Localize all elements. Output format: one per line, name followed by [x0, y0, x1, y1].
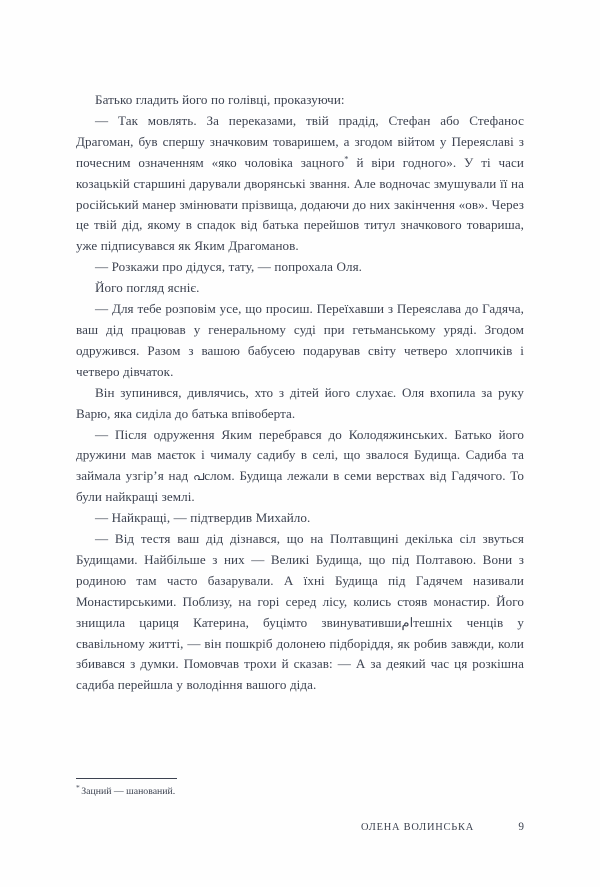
footnote-separator-rule	[76, 778, 177, 779]
paragraph: — Розкажи про дідуся, тату, — попрохала Оля.	[95, 259, 362, 275]
paragraph: — Найкращі, — підтвердив Михайло.	[95, 510, 311, 526]
paragraph: Його погляд ясніє.	[95, 280, 200, 296]
footnote-text: Зацний — шанований.	[81, 786, 176, 798]
paragraph: — Для тебе розповім усе, що просиш. Переїхавши з Переяслава до Гадяча, ваш дід працював у генеральному суді при гетьманському уряді. Згодом одружився. Разом з вашою бабусею подарував світу четверо хлопчиків і четверо дівчаток.	[76, 301, 524, 379]
paragraph-text-before-footnote: — Так мовлять. За переказами, твій прадід, Стефан або Стефанос Драгоман, був спершу значковим товаришем, а згодом війтом у Переяславі з почесним означенням «яко чоловіка зацного	[76, 112, 524, 170]
footnote-star-marker: *	[76, 783, 80, 793]
paragraph	[76, 111, 524, 257]
page-footer	[76, 821, 524, 833]
paragraph: — Від тестя ваш дід дізнався, що на Полтавщині декілька сіл звуться Будищами. Найбільше з них — Великі Будища, що під Полтавою. Вони з родиною там часто базарували. А їхні Будища під Гадячем називали Монастирськими. Поблизу, на горі серед лісу, колись стояв монастир. Його знищила цариця Катерина, буцімто звинуватившиامтешніх ченців у свавільному житті, — він пошкріб долонею підборіддя, як робив завжди, коли збивався з думки. Помовчав трохи й сказав: — А за деякий час ця розкішна садиба перейшла у володіння вашого діда.	[76, 531, 524, 693]
footnote	[76, 785, 524, 798]
paragraph-text-after-footnote: й віри годного». У ті часи козацькій старшині дарували дворянські звання. Але водночас змушували її на російський манер змінювати прізвища, додаючи до них закінчення «ов». Через це твій дід, якому в спадок від батька перейшов титул значкового товариша, уже підписувався як Яким Драгоманов.	[76, 154, 525, 254]
paragraph: Він зупинився, дивлячись, хто з дітей його слухає. Оля вхопила за руку Варю, яка сиділа до батька впівоберта.	[76, 384, 524, 421]
paragraph: — Після одруження Яким перебрався до Колодяжинських. Батько його дружини мав маєток і чималу садибу в селі, що звалося Будища. Садиба та займала узгір’я над പслом. Будища лежали в семи верствах від Гадячого. То були найкращі землі.	[76, 426, 524, 505]
page-number: 9	[518, 821, 524, 833]
paragraph: Батько гладить його по голівці, проказуючи:	[95, 92, 345, 107]
page-text-body	[76, 90, 524, 696]
footer-author-name: ОЛЕНА ВОЛИНСЬКА	[361, 822, 474, 833]
footnote-zone	[76, 778, 524, 798]
footnote-marker: *	[344, 153, 349, 164]
